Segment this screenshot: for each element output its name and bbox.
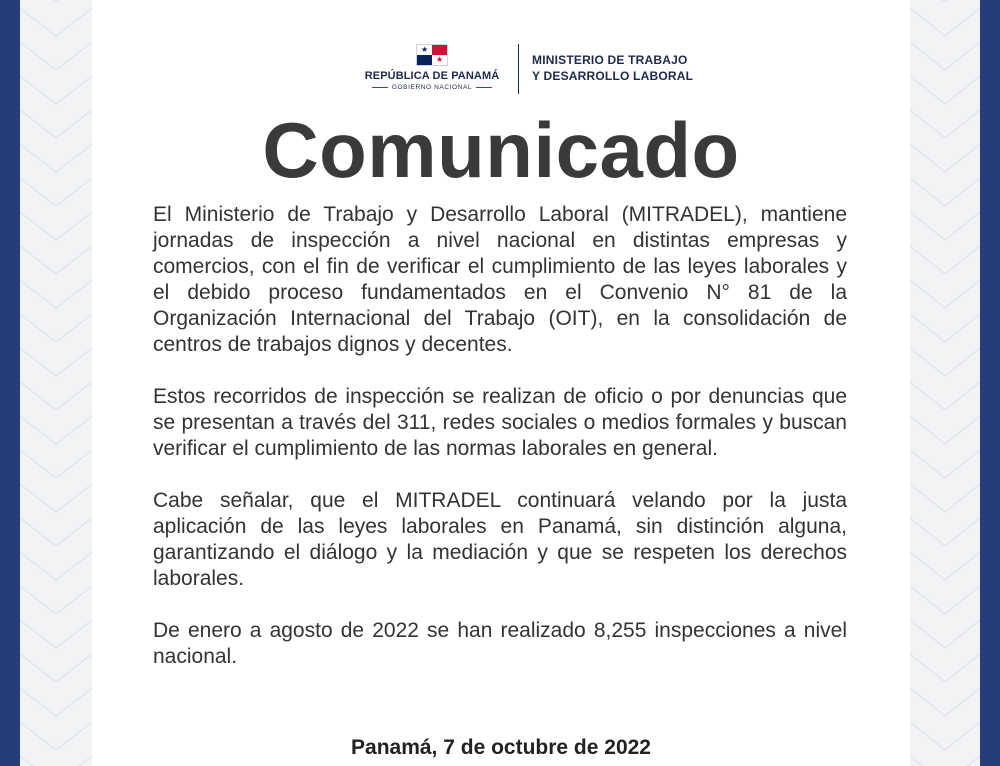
header bbox=[0, 0, 1000, 100]
date-line: Panamá, 7 de octubre de 2022 bbox=[351, 736, 651, 759]
paragraph: El Ministerio de Trabajo y Desarrollo Laboral (MITRADEL), mantiene jornadas de inspección a nivel nacional en distintas empresas y comercios, con el fin de verificar el cumplimiento de las leyes laborales y el debido proceso fundamentados en el Convenio N° 81 de la Organización Internacional del Trabajo (OIT), en la consolidación de centros de trabajos dignos y decentes. bbox=[153, 203, 847, 356]
header-divider bbox=[518, 44, 519, 94]
country-name: REPÚBLICA DE PANAMÁ bbox=[364, 70, 500, 82]
paragraph: Estos recorridos de inspección se realizan de oficio o por denuncias que se presentan a través del 311, redes sociales o medios formales y buscan verificar el cumplimiento de las normas laborales en general. bbox=[153, 385, 847, 460]
ministry-line-2: Y DESARROLLO LABORAL bbox=[532, 69, 694, 83]
government-logo bbox=[352, 44, 512, 91]
panama-flag-icon: ★ ★ bbox=[416, 44, 448, 66]
government-subtitle: GOBIERNO NACIONAL bbox=[352, 84, 512, 91]
left-edge-bar bbox=[0, 0, 20, 766]
page-title: Comunicado bbox=[262, 106, 740, 194]
right-edge-bar bbox=[980, 0, 1000, 766]
paragraph: Cabe señalar, que el MITRADEL continuará velando por la justa aplicación de las leyes laborales en Panamá, sin distinción alguna, garantizando el diálogo y la mediación y que se respeten los derechos laborales. bbox=[153, 489, 847, 590]
ministry-name bbox=[532, 52, 693, 84]
paragraph: De enero a agosto de 2022 se han realizado 8,255 inspecciones a nivel nacional. bbox=[153, 619, 847, 668]
ministry-line-1: MINISTERIO DE TRABAJO bbox=[532, 53, 688, 67]
communique-body bbox=[153, 202, 847, 696]
